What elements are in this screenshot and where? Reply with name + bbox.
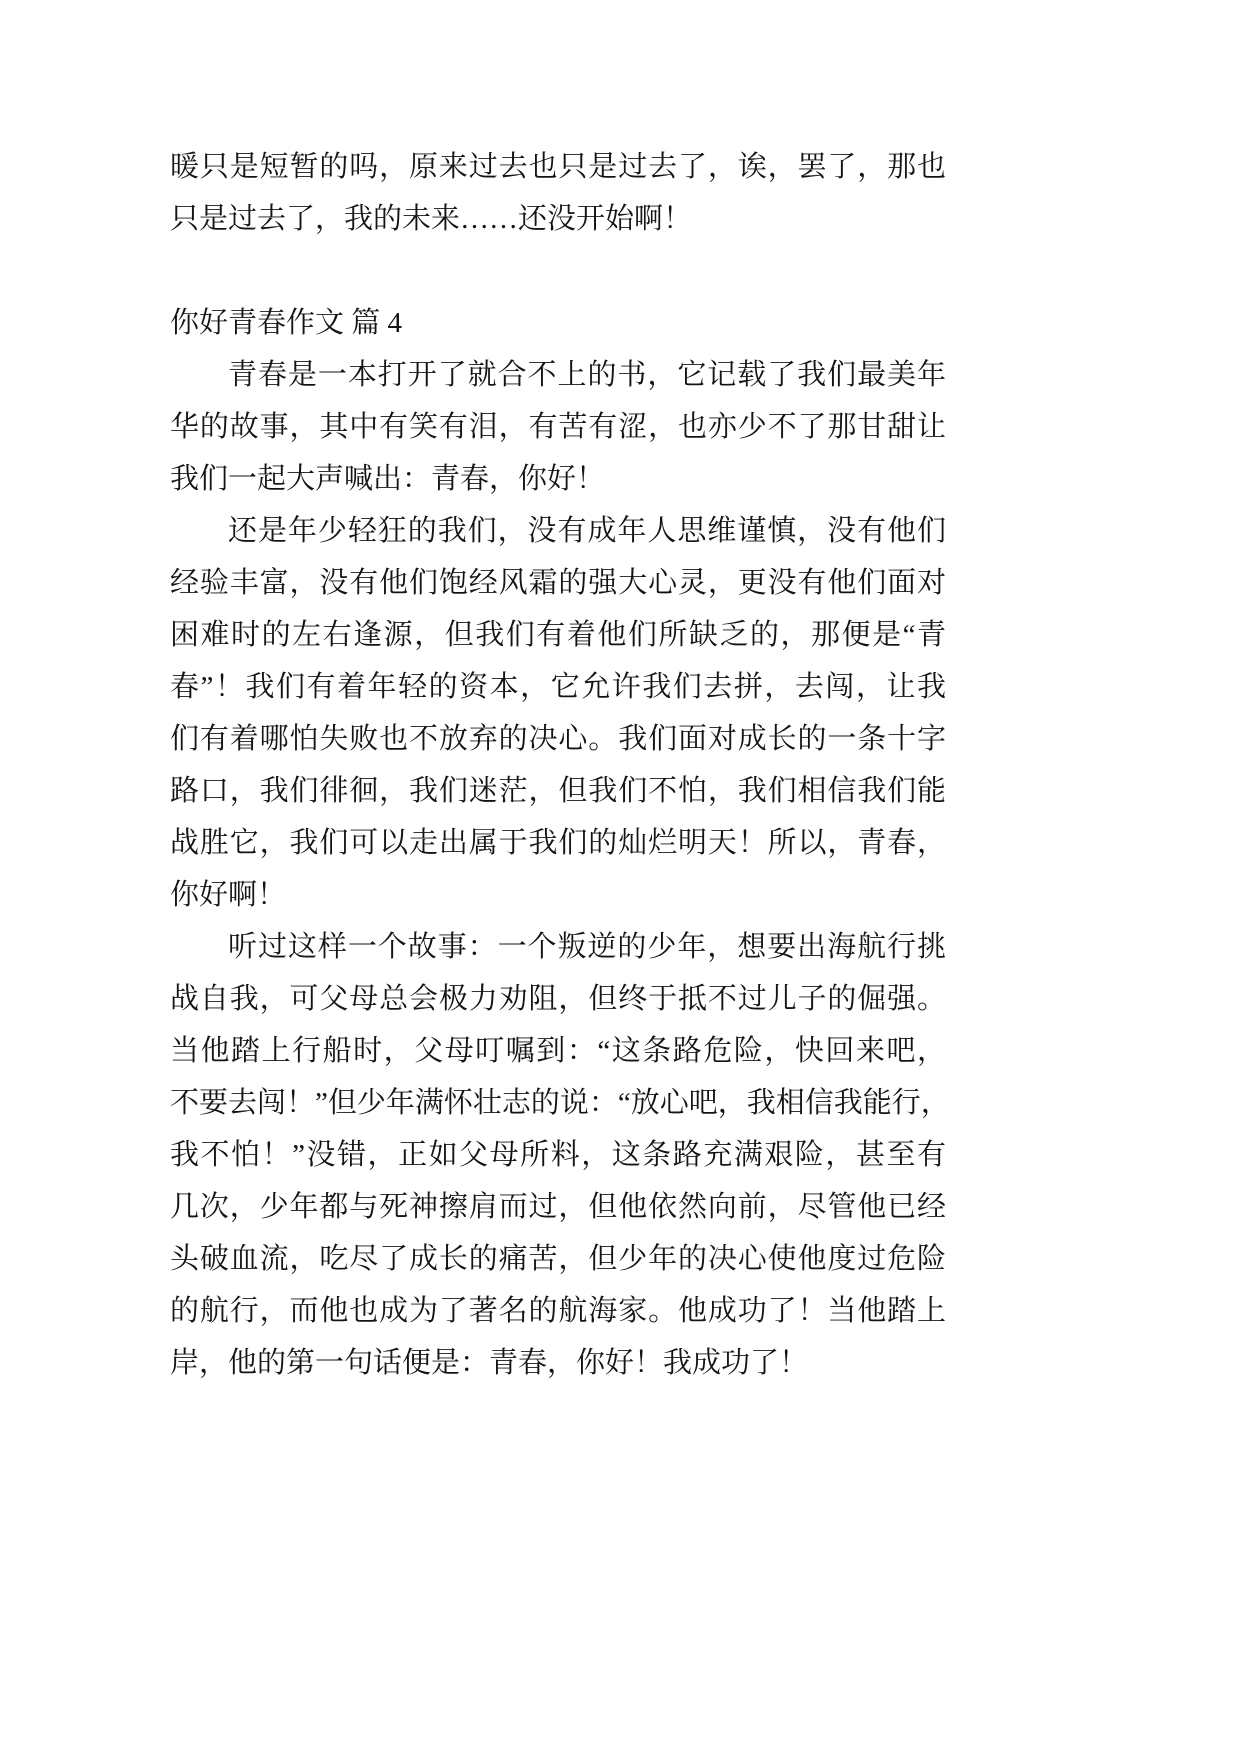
text-line: 们有着哪怕失败也不放弃的决心。我们面对成长的一条十字 (170, 723, 946, 755)
text-line: 经验丰富，没有他们饱经风霜的强大心灵，更没有他们面对 (170, 567, 946, 599)
paragraph (170, 349, 946, 505)
text-line: 的航行，而他也成为了著名的航海家。他成功了！当他踏上 (170, 1295, 946, 1327)
text-line: 我不怕！”没错，正如父母所料，这条路充满艰险，甚至有 (170, 1139, 946, 1171)
text-line: 路口，我们徘徊，我们迷茫，但我们不怕，我们相信我们能 (170, 775, 946, 807)
text-line: 只是过去了，我的未来……还没开始啊！ (170, 203, 693, 235)
text-line: 听过这样一个故事：一个叛逆的少年，想要出海航行挑 (228, 931, 946, 963)
text-line: 困难时的左右逢源，但我们有着他们所缺乏的，那便是“青 (170, 619, 946, 651)
text-line: 春”！我们有着年轻的资本，它允许我们去拼，去闯，让我 (170, 671, 946, 703)
text-line: 青春是一本打开了就合不上的书，它记载了我们最美年 (228, 359, 946, 391)
paragraph-continued (170, 141, 946, 245)
text-line: 岸，他的第一句话便是：青春，你好！我成功了！ (170, 1347, 809, 1379)
text-line: 几次，少年都与死神擦肩而过，但他依然向前，尽管他已经 (170, 1191, 946, 1223)
text-line: 头破血流，吃尽了成长的痛苦，但少年的决心使他度过危险 (170, 1243, 946, 1275)
text-line: 不要去闯！”但少年满怀壮志的说：“放心吧，我相信我能行， (170, 1087, 950, 1119)
text-line: 华的故事，其中有笑有泪，有苦有涩，也亦少不了那甘甜让 (170, 411, 946, 443)
text-line: 战胜它，我们可以走出属于我们的灿烂明天！所以，青春， (170, 827, 946, 859)
text-line: 还是年少轻狂的我们，没有成年人思维谨慎，没有他们 (228, 515, 946, 547)
text-line: 当他踏上行船时，父母叮嘱到：“这条路危险，快回来吧， (170, 1035, 946, 1067)
paragraph (170, 505, 946, 921)
text-line: 暖只是短暂的吗，原来过去也只是过去了，诶，罢了，那也 (170, 151, 946, 183)
text-line: 你好啊！ (170, 879, 287, 911)
document-page (170, 141, 950, 1389)
section-title: 你好青春作文 篇 4 (170, 307, 403, 339)
text-line: 战自我，可父母总会极力劝阻，但终于抵不过儿子的倔强。 (170, 983, 946, 1015)
text-line: 我们一起大声喊出：青春，你好！ (170, 463, 606, 495)
paragraph (170, 921, 950, 1389)
